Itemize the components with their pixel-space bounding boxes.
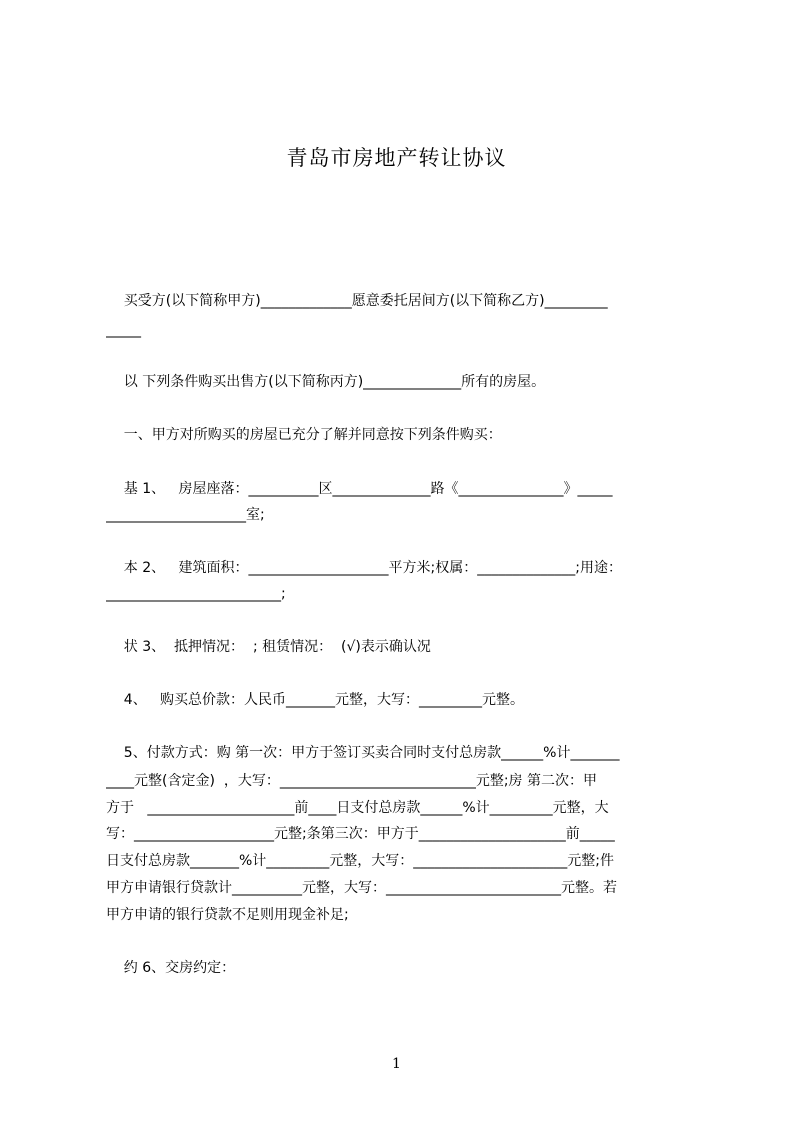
body-line: 甲方申请的银行贷款不足则用现金补足; [106,907,349,923]
body-line: 一、甲方对所购买的房屋已充分了解并同意按下列条件购买： [106,427,502,443]
body-line: 方于 _____________________前____日支付总房款______%计_________元整，大 [106,800,609,816]
body-line: 5、付款方式：购 第一次：甲方于签订买卖合同时支付总房款______%计_______ [106,745,620,761]
document-title: 青岛市房地产转让协议 [286,146,507,170]
body-line: ____________________室; [106,507,265,523]
body-line: _________________________; [106,586,286,602]
body-line: 甲方申请银行贷款计__________元整，大写：_________________________元整。若 [106,880,617,896]
page-number: 1 [392,1056,401,1072]
body-line: 约 6、交房约定： [106,960,236,976]
body-line: 写：____________________元整;条第三次：甲方于_____________________前_____ [106,826,615,842]
body-line: 本 2、 建筑面积：____________________平方米;权属：______________;用途： [106,560,622,576]
body-line: 状 3、 抵押情况： ; 租赁情况： (√)表示确认况 [106,639,431,655]
body-line: ____元整(含定金) ，大写：____________________________元整;房 第二次：甲 [106,773,597,789]
body-line: 以 下列条件购买出售方(以下简称丙方)______________所有的房屋。 [106,374,546,390]
body-line: 买受方(以下简称甲方)_____________愿意委托居间方(以下简称乙方)_________ [106,293,608,309]
body-line: _____ [106,322,141,338]
body-line: 日支付总房款_______%计_________元整，大写：______________________元整;件 [106,853,615,869]
body-line: 基 1、 房屋座落：__________区______________路《_______________》_____ [106,481,613,497]
body-line: 4、 购买总价款：人民币_______元整，大写：_________元整。 [106,692,525,708]
